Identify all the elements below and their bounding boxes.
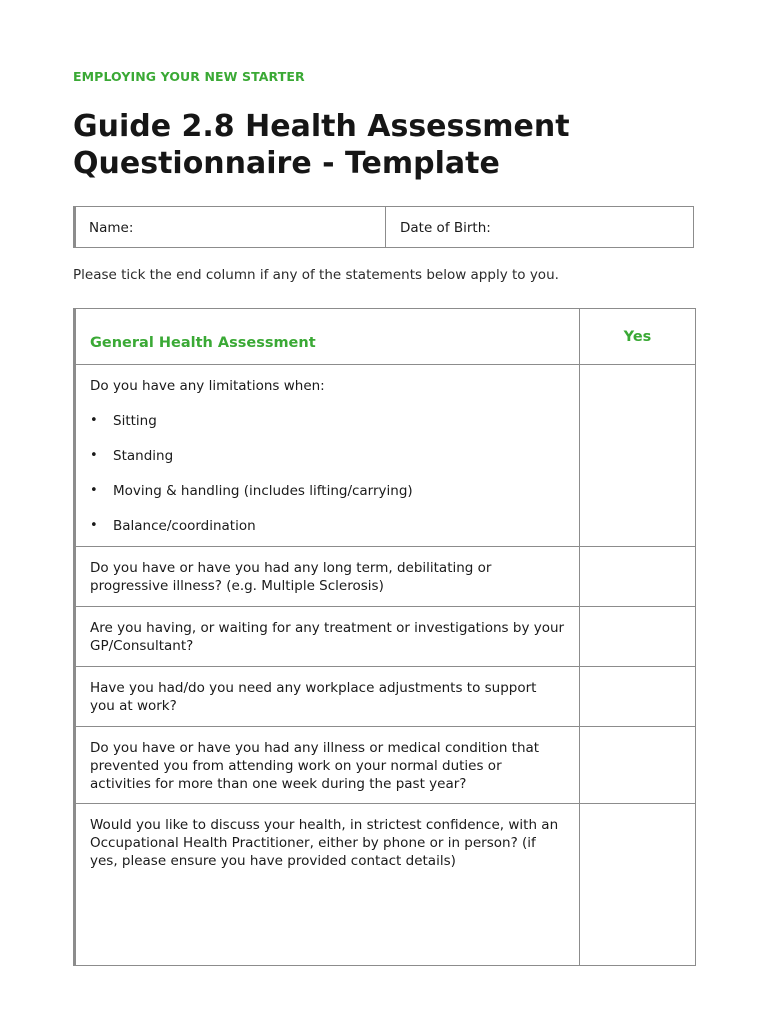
yes-tick-cell[interactable] bbox=[580, 365, 696, 547]
question-text: Do you have or have you had any long term, debilitating or progressive illness? (e.g. Multiple Sclerosis) bbox=[90, 560, 492, 594]
yes-tick-cell[interactable] bbox=[580, 804, 696, 966]
table-row bbox=[75, 365, 696, 547]
yes-tick-cell[interactable] bbox=[580, 667, 696, 727]
yes-column-heading: Yes bbox=[580, 309, 696, 365]
question-cell bbox=[75, 667, 580, 727]
table-header-row bbox=[75, 309, 696, 365]
list-item: • Standing bbox=[90, 447, 565, 465]
limitations-intro: Do you have any limitations when: bbox=[90, 378, 325, 394]
question-cell bbox=[75, 365, 580, 547]
limitations-list bbox=[90, 412, 565, 535]
yes-tick-cell[interactable] bbox=[580, 727, 696, 804]
table-heading: General Health Assessment bbox=[75, 309, 580, 365]
health-assessment-table bbox=[73, 308, 696, 966]
page-title: Guide 2.8 Health Assessment Questionnaire - Template bbox=[73, 109, 570, 181]
table-row bbox=[75, 804, 696, 966]
instruction-text: Please tick the end column if any of the statements below apply to you. bbox=[73, 267, 559, 283]
section-eyebrow: EMPLOYING YOUR NEW STARTER bbox=[73, 69, 305, 84]
date-of-birth-label: Date of Birth: bbox=[400, 220, 491, 236]
question-text: Are you having, or waiting for any treatment or investigations by your GP/Consultant? bbox=[90, 620, 565, 654]
question-text: Would you like to discuss your health, in strictest confidence, with an Occupational Health Practitioner, either by phone or in person? (if yes, please ensure you have provided contact details) bbox=[90, 817, 559, 869]
question-cell bbox=[75, 607, 580, 667]
question-cell bbox=[75, 804, 580, 966]
yes-tick-cell[interactable] bbox=[580, 607, 696, 667]
date-of-birth-field[interactable] bbox=[386, 207, 693, 247]
question-text: Have you had/do you need any workplace adjustments to support you at work? bbox=[90, 680, 537, 714]
list-item: • Balance/coordination bbox=[90, 517, 565, 535]
question-cell bbox=[75, 547, 580, 607]
name-label: Name: bbox=[89, 220, 134, 236]
table-row bbox=[75, 667, 696, 727]
personal-details-box bbox=[73, 206, 694, 248]
list-item: • Sitting bbox=[90, 412, 565, 430]
table-row bbox=[75, 607, 696, 667]
name-field[interactable] bbox=[76, 207, 386, 247]
list-item: • Moving & handling (includes lifting/carrying) bbox=[90, 482, 565, 500]
question-text: Do you have or have you had any illness or medical condition that prevented you from attending work on your normal duties or activities for more than one week during the past year? bbox=[90, 740, 540, 792]
table-row bbox=[75, 727, 696, 804]
question-cell bbox=[75, 727, 580, 804]
table-row bbox=[75, 547, 696, 607]
yes-tick-cell[interactable] bbox=[580, 547, 696, 607]
